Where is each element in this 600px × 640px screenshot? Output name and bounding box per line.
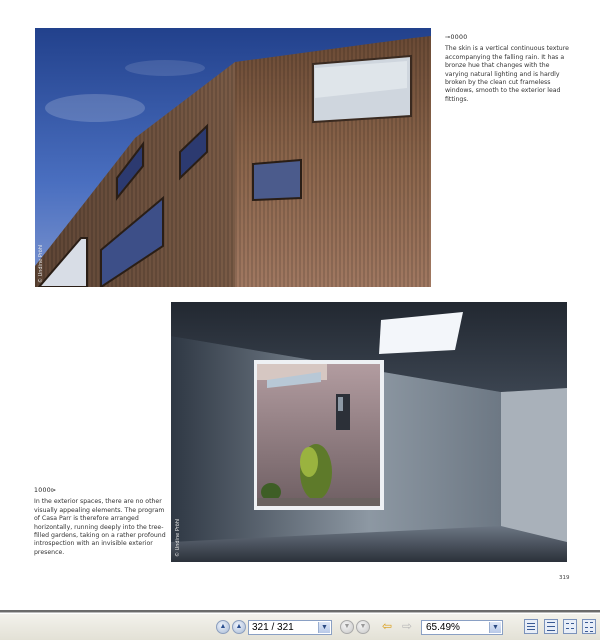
photo-building-facade xyxy=(35,28,431,287)
zoom-field[interactable] xyxy=(421,620,503,635)
caption-top-marker: ⊸0000 xyxy=(445,34,468,41)
back-button[interactable] xyxy=(379,619,395,633)
continuous-view-button[interactable] xyxy=(544,619,558,634)
zoom-value: 65.49% xyxy=(426,622,460,633)
photo-interior-room xyxy=(171,302,567,562)
first-page-button[interactable] xyxy=(216,620,230,634)
left-arrow-icon: ⇦ xyxy=(381,619,393,633)
zoom-dropdown-button[interactable] xyxy=(489,622,501,633)
page-number-value: 321 / 321 xyxy=(252,622,294,633)
facing-view-button[interactable] xyxy=(563,619,577,634)
circle-up-arrow-icon: ▲ xyxy=(235,623,243,630)
page-number-field[interactable] xyxy=(248,620,332,635)
single-page-view-button[interactable] xyxy=(524,619,538,634)
page-dropdown-button[interactable] xyxy=(318,622,330,633)
photo-credit-top: © Undine Pröhl xyxy=(38,244,44,283)
chevron-down-icon: ▼ xyxy=(492,624,499,631)
caption-bottom xyxy=(34,487,168,557)
next-page-button[interactable] xyxy=(340,620,354,634)
circle-down-arrow-icon: ▼ xyxy=(359,623,367,630)
previous-page-button[interactable] xyxy=(232,620,246,634)
circle-down-arrow-icon: ▼ xyxy=(343,623,351,630)
continuous-facing-view-button[interactable] xyxy=(582,619,596,634)
caption-bottom-marker: 1000⊳ xyxy=(34,487,57,494)
page-number: 319 xyxy=(559,575,570,581)
caption-top-text: The skin is a vertical continuous texture accompanying the falling rain. It has a bronze hue that changes with the varying natural lighting and is hardly broken by the clean cut frameless windows, smooth to the exterior lead fittings. xyxy=(445,45,569,103)
right-arrow-icon: ⇨ xyxy=(401,619,413,633)
caption-top xyxy=(445,34,573,104)
chevron-down-icon: ▼ xyxy=(321,624,328,631)
caption-bottom-text: In the exterior spaces, there are no other visually appealing elements. The program of Casa Parr is therefore arranged horizontally, running deeply into the tree-filled gardens, taking on a rather profound introspection with an invisible exterior presence. xyxy=(34,498,166,556)
circle-up-arrow-icon: ▲ xyxy=(219,623,227,630)
last-page-button[interactable] xyxy=(356,620,370,634)
forward-button[interactable] xyxy=(399,619,415,633)
photo-credit-bottom: © Undine Pröhl xyxy=(175,518,181,557)
